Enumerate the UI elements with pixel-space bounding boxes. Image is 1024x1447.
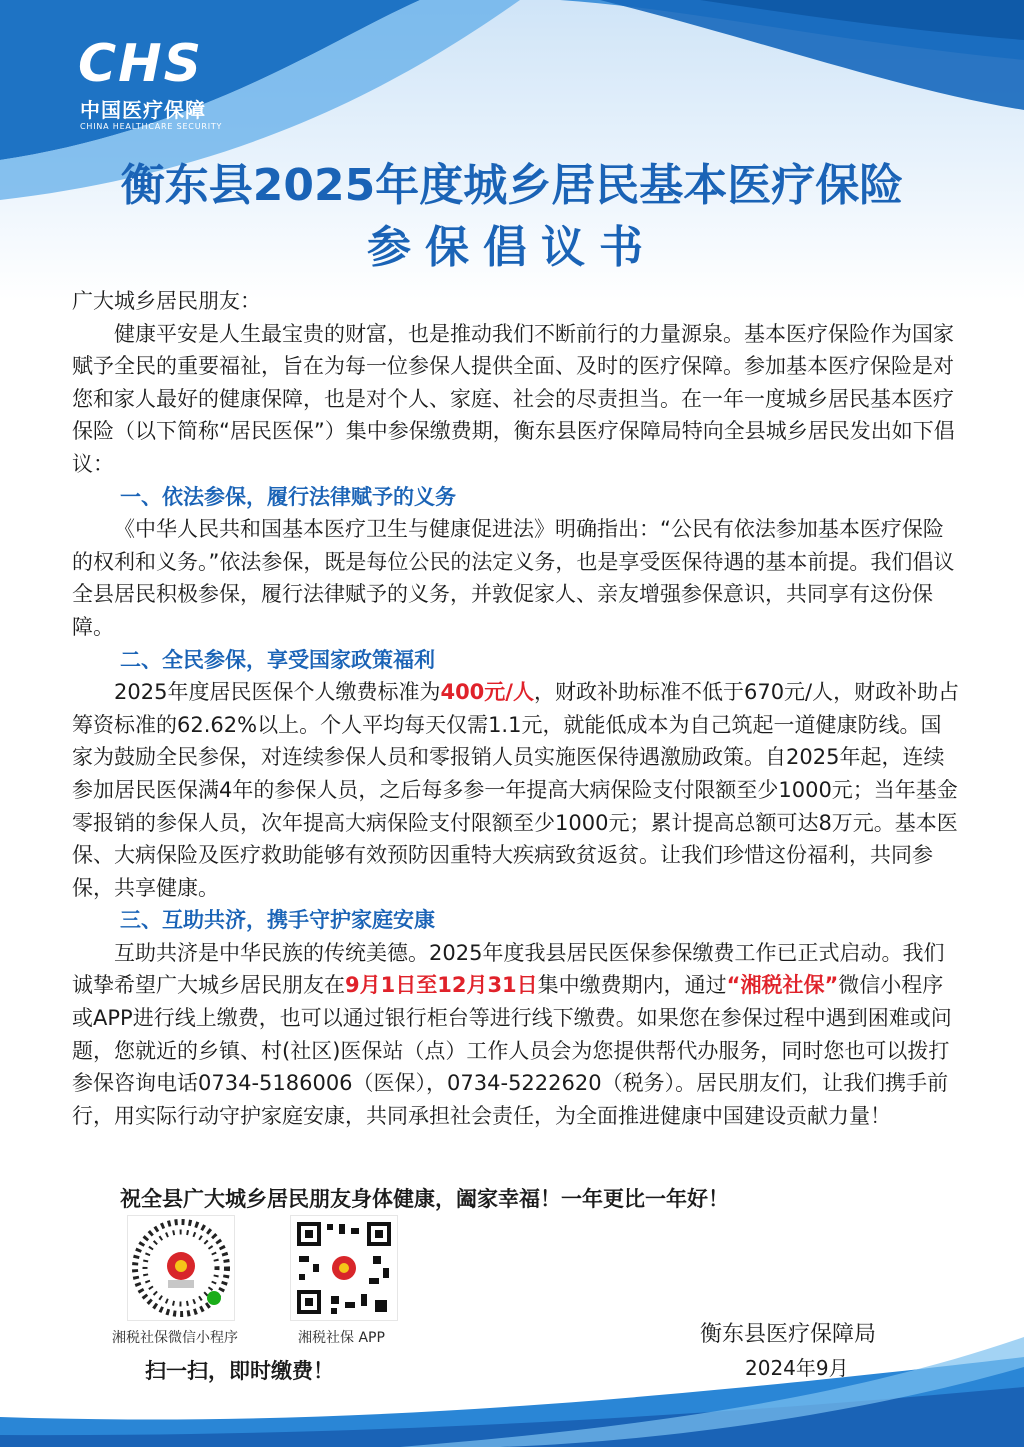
fee-highlight: 400元/人 [440,680,534,705]
section3-text-mid: 集中缴费期内，通过 [537,973,727,998]
logo-mark: CHS [78,34,204,94]
section3-body [72,937,960,1133]
page-subtitle: 参保倡议书 [367,222,657,273]
section3-text-pre: 互助共济是中华民族的传统美德。2025年度我县居民医保参保缴费工作已正式启动。我们诚挚希望广大城乡居民朋友在 [72,940,945,998]
mini-program-caption: 湘税社保微信小程序 [112,1330,238,1346]
signature-date: 2024年9月 [745,1356,849,1380]
section1-heading: 一、依法参保，履行法律赋予的义务 [120,484,456,509]
section3-text-post: 微信小程序或APP进行线上缴费，也可以通过银行柜台等进行线下缴费。如果您在参保过程中遇到困难或问题，您就近的乡镇、村(社区)医保站（点）工作人员会为您提供帮代办服务，同时您也可以拨打参保咨询电话0734-5186006（医保），0734-5222620（税务）。居民朋友们，让我们携手前行，用实际行动守护家庭安康，共同承担社会责任，为全面推进健康中国建设贡献力量！ [72,973,952,1128]
salutation: 广大城乡居民朋友： [72,289,261,313]
section1-body: 《中华人民共和国基本医疗卫生与健康促进法》明确指出：“公民有依法参加基本医疗保险的权利和义务。”依法参保，既是每位公民的法定义务，也是享受医保待遇的基本前提。我们倡议全县居民积极参保，履行法律赋予的义务，并敦促家人、亲友增强参保意识，共同享有这份保障。 [72,517,955,639]
section3-heading: 三、互助共济，携手守护家庭安康 [120,908,435,933]
period-highlight: 9月1日至12月31日 [345,973,538,998]
scan-prompt: 扫一扫，即时缴费！ [145,1359,334,1383]
logo-cn-text: 中国医疗保障 [80,98,206,122]
page-title: 衡东县2025年度城乡居民基本医疗保险 [120,160,904,211]
logo-en-text: CHINA HEALTHCARE SECURITY [80,122,223,131]
blessing-text: 祝全县广大城乡居民朋友身体健康，阖家幸福！一年更比一年好！ [120,1187,729,1211]
letter-body [72,285,960,1132]
intro-paragraph: 健康平安是人生最宝贵的财富，也是推动我们不断前行的力量源泉。基本医疗保险作为国家赋予全民的重要福祉，旨在为每一位参保人提供全面、及时的医疗保障。参加基本医疗保险是对您和家人最好的健康保障，也是对个人、家庭、社会的尽责担当。在一年一度城乡居民基本医疗保险（以下简称“居民医保”）集中参保缴费期，衡东县医疗保障局特向全县城乡居民发出如下倡议： [72,321,955,476]
section2-heading: 二、全民参保，享受国家政策福利 [120,647,435,672]
section2-body [72,676,960,904]
signature-org: 衡东县医疗保障局 [700,1322,877,1347]
app-name-highlight: “湘税社保” [726,973,839,998]
mini-program-qr-code[interactable] [127,1215,235,1321]
app-caption: 湘税社保 APP [298,1330,385,1346]
section2-text-pre: 2025年度居民医保个人缴费标准为 [114,680,441,705]
chs-logo [78,34,238,138]
app-qr-code[interactable] [290,1215,398,1321]
section2-text-post: ，财政补助标准不低于670元/人，财政补助占筹资标准的62.62%以上。个人平均每天仅需1.1元，就能低成本为自己筑起一道健康防线。国家为鼓励全民参保，对连续参保人员和零报销人员实施医保待遇激励政策。自2025年起，连续参加居民医保满4年的参保人员，之后每多参一年提高大病保险支付限额至少1000元；当年基金零报销的参保人员，次年提高大病保险支付限额至少1000元；累计提高总额可达8万元。基本医保、大病保险及医疗救助能够有效预防因重特大疾病致贫返贫。让我们珍惜这份福利，共同参保，共享健康。 [72,680,960,900]
